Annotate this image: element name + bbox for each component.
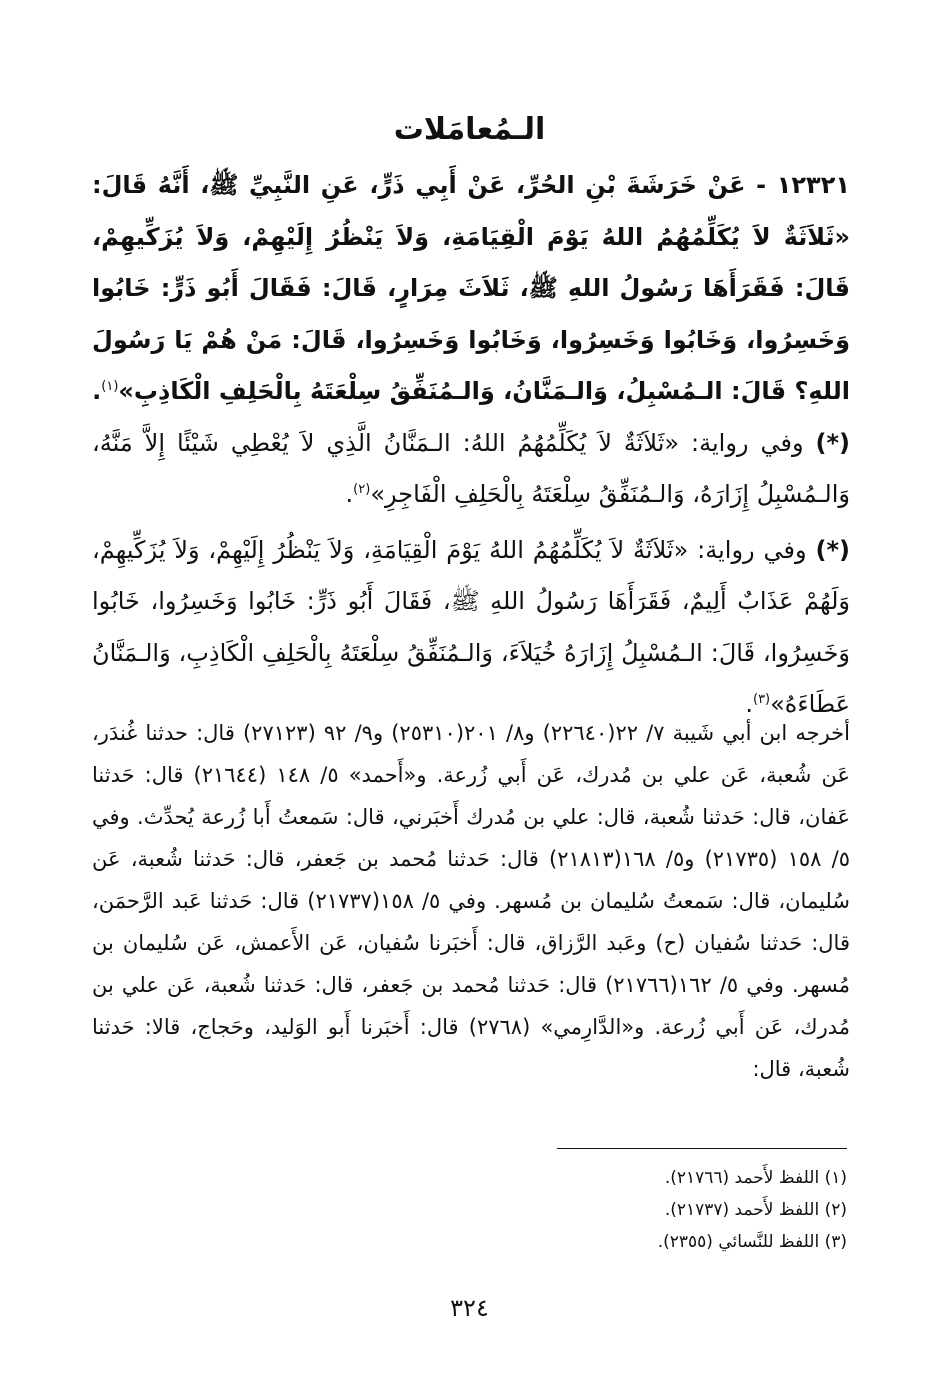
narration-paragraph: (*) وفي رواية: «ثَلاَثَةٌ لاَ يُكَلِّمُهُمُ اللهُ: الـمَنَّانُ الَّذِي لاَ يُعْطِي شَيْئًا إِلاَّ مَنَّهُ، وَالـمُسْبِلُ إِزَارَهُ، وَالـمُنَفِّقُ سِلْعَتَهُ بِالْحَلِفِ الْفَاجِرِ»$^{(٢)}$. bbox=[92, 428, 850, 508]
footnote-item: (٣) اللفظ للنَّسائي (٢٣٥٥). bbox=[657, 1232, 847, 1252]
narration-marker: (*) bbox=[815, 428, 850, 457]
narration-text: وفي رواية: «ثَلاَثَةٌ لاَ يُكَلِّمُهُمُ اللهُ: الـمَنَّانُ الَّذِي لاَ يُعْطِي شَيْئًا إِلاَّ مَنَّهُ، وَالـمُسْبِلُ إِزَارَهُ، وَالـمُنَفِّقُ سِلْعَتَهُ بِالْحَلِفِ الْفَاجِرِ» bbox=[92, 428, 850, 508]
hadith-block bbox=[92, 160, 850, 731]
footnote-item: (١) اللفظ لأَحمد (٢١٧٦٦). bbox=[664, 1168, 847, 1188]
narration-text: وفي رواية: «ثَلاَثَةٌ لاَ يُكَلِّمُهُمُ اللهُ يَوْمَ الْقِيَامَةِ، وَلاَ يَنْظُرُ إِلَيْهِمْ، وَلاَ يُزَكِّيهِمْ، وَلَهُمْ عَذَابٌ أَلِيمٌ، فَقَرَأَهَا رَسُولُ اللهِ ﷺ، فَقَالَ أَبُو ذَرٍّ: خَابُوا وَخَسِرُوا، خَابُوا وَخَسِرُوا، قَالَ: الـمُسْبِلُ إِزَارَهُ خُيَلاَءَ، وَالـمُنَفِّقُ سِلْعَتَهُ بِالْحَلِفِ الْكَاذِبِ، وَالـمَنَّانُ عَطَاءَهُ» bbox=[92, 535, 850, 718]
footnote-item: (٢) اللفظ لأَحمد (٢١٧٣٧). bbox=[664, 1200, 847, 1220]
narration-paragraph: (*) وفي رواية: «ثَلاَثَةٌ لاَ يُكَلِّمُهُمُ اللهُ يَوْمَ الْقِيَامَةِ، وَلاَ يَنْظُرُ إِلَيْهِمْ، وَلاَ يُزَكِّيهِمْ، وَلَهُمْ عَذَابٌ أَلِيمٌ، فَقَرَأَهَا رَسُولُ اللهِ ﷺ، فَقَالَ أَبُو ذَرٍّ: خَابُوا وَخَسِرُوا، خَابُوا وَخَسِرُوا، قَالَ: الـمُسْبِلُ إِزَارَهُ خُيَلاَءَ، وَالـمُنَفِّقُ سِلْعَتَهُ بِالْحَلِفِ الْكَاذِبِ، وَالـمَنَّانُ عَطَاءَهُ»$^{(٣)}$. bbox=[92, 535, 850, 718]
page-number: ٣٢٤ bbox=[450, 1294, 489, 1322]
narration-marker: (*) bbox=[815, 535, 850, 564]
footnote-ref: (١) bbox=[101, 379, 119, 394]
hadith-paragraph: ١٢٣٢١ - عَنْ خَرَشَةَ بْنِ الحُرِّ، عَنْ أَبِي ذَرٍّ، عَنِ النَّبِيِّ ﷺ، أَنَّهُ قَالَ: «ثَلاَثَةٌ لاَ يُكَلِّمُهُمُ اللهُ يَوْمَ الْقِيَامَةِ، وَلاَ يَنْظُرُ إِلَيْهِمْ، وَلاَ يُزَكِّيهِمْ، قَالَ: فَقَرَأَهَا رَسُولُ اللهِ ﷺ، ثَلاَثَ مِرَارٍ، قَالَ: فَقَالَ أَبُو ذَرٍّ: خَابُوا وَخَسِرُوا، وَخَابُوا وَخَسِرُوا، وَخَابُوا وَخَسِرُوا، قَالَ: مَنْ هُمْ يَا رَسُولَ اللهِ؟ قَالَ: الـمُسْبِلُ، وَالـمَنَّانُ، وَالـمُنَفِّقُ سِلْعَتَهُ بِالْحَلِفِ الْكَاذِبِ»$^{(١)}$. bbox=[92, 171, 850, 405]
hadith-matn: «ثَلاَثَةٌ لاَ يُكَلِّمُهُمُ اللهُ يَوْمَ الْقِيَامَةِ، وَلاَ يَنْظُرُ إِلَيْهِمْ، وَلاَ يُزَكِّيهِمْ، قَالَ: فَقَرَأَهَا رَسُولُ اللهِ ﷺ، ثَلاَثَ مِرَارٍ، قَالَ: فَقَالَ أَبُو ذَرٍّ: خَابُوا وَخَسِرُوا، وَخَابُوا وَخَسِرُوا، وَخَابُوا وَخَسِرُوا، قَالَ: مَنْ هُمْ يَا رَسُولَ اللهِ؟ قَالَ: الـمُسْبِلُ، وَالـمَنَّانُ، وَالـمُنَفِّقُ سِلْعَتَهُ بِالْحَلِفِ الْكَاذِبِ» bbox=[92, 222, 850, 405]
running-header: الـمُعامَلات bbox=[393, 112, 546, 147]
hadith-number: ١٢٣٢١ - bbox=[756, 171, 850, 199]
hadith-isnad: عَنْ خَرَشَةَ بْنِ الحُرِّ، عَنْ أَبِي ذَرٍّ، عَنِ النَّبِيِّ ﷺ، أَنَّهُ قَالَ: bbox=[92, 171, 746, 199]
footnote-divider bbox=[557, 1148, 847, 1149]
footnote-ref: (٣) bbox=[752, 692, 771, 707]
takhrij-paragraph: أخرجه ابن أبي شَيبة ٧/ ٢٢(٢٢٦٤٠) و٨/ ٢٠١(٢٥٣١٠) و٩/ ٩٢ (٢٧١٢٣) قال: حدثنا غُندَر، عَن شُعبة، عَن علي بن مُدرك، عَن أَبي زُرعة. و«أَحمد» ٥/ ١٤٨ (٢١٦٤٤) قال: حَدثنا عَفان، قال: حَدثنا شُعبة، قال: علي بن مُدرك أَخبَرني، قال: سَمعتُ أَبا زُرعة يُحدِّث. وفي ٥/ ١٥٨ (٢١٧٣٥) و٥/ ١٦٨(٢١٨١٣) قال: حَدثنا مُحمد بن جَعفر، قال: حَدثنا شُعبة، عَن سُليمان، قال: سَمعتُ سُليمان بن مُسهر. وفي ٥/ ١٥٨(٢١٧٣٧) قال: حَدثنا عَبد الرَّحمَن، قال: حَدثنا سُفيان (ح) وعَبد الرَّزاق، قال: أَخبَرنا سُفيان، عَن الأَعمش، عَن سُليمان بن مُسهر. وفي ٥/ ١٦٢(٢١٧٦٦) قال: حَدثنا مُحمد بن جَعفر، قال: حَدثنا شُعبة، عَن علي بن مُدرك، عَن أَبي زُرعة. و«الدَّارِمي» (٢٧٦٨) قال: أَخبَرنا أَبو الوَليد، وحَجاج، قالا: حَدثنا شُعبة، قال: bbox=[92, 721, 850, 1081]
footnotes bbox=[247, 1162, 847, 1258]
footnote-ref: (٢) bbox=[353, 482, 371, 497]
